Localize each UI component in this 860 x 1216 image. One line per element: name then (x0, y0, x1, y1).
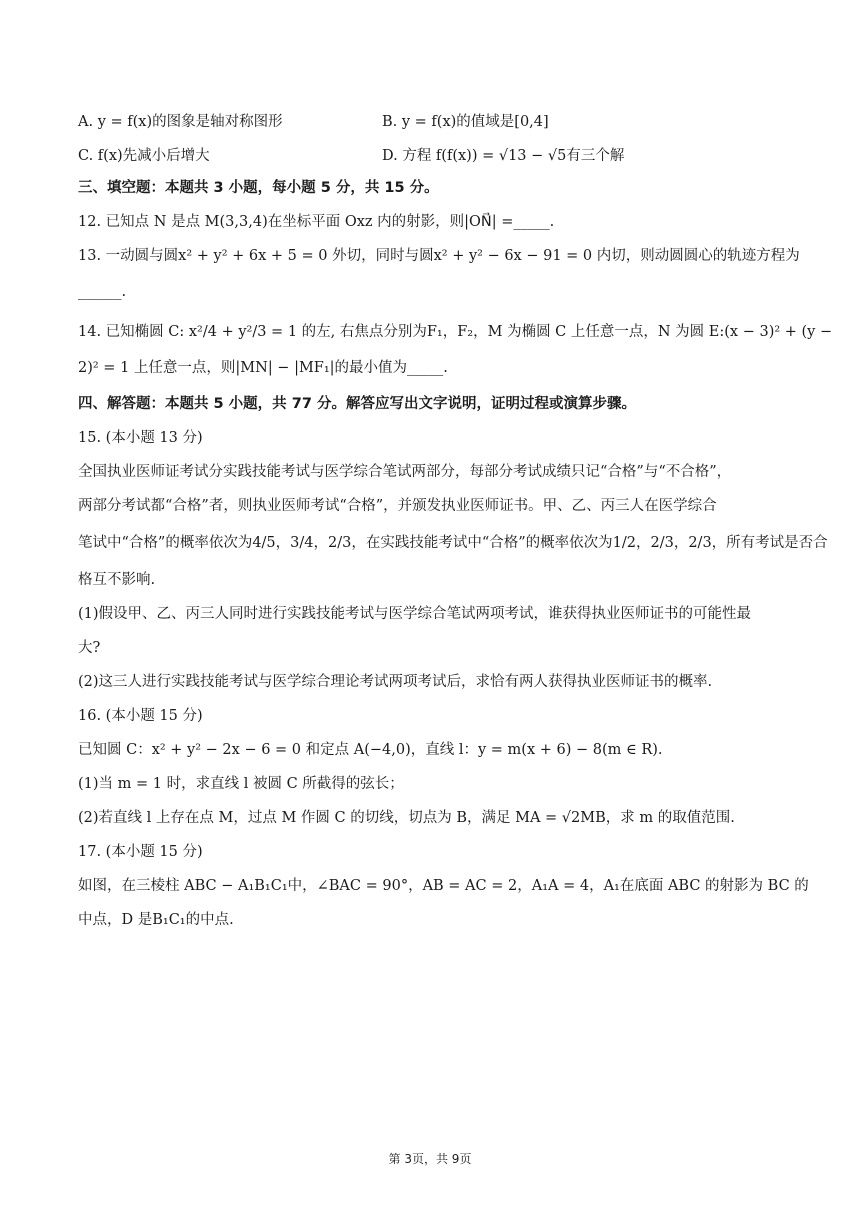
q11-option-a: A. y = f(x)的图象是轴对称图形 (78, 114, 283, 130)
q15-sub-1-line-1: (1)假设甲、乙、丙三人同时进行实践技能考试与医学综合笔试两项考试，谁获得执业医师证书的可能性最 (78, 606, 752, 622)
q16-para-1: 已知圆 C：x² + y² − 2x − 6 = 0 和定点 A(−4,0)，直线 l：y = m(x + 6) − 8(m ∈ R). (78, 742, 663, 758)
q13-line-2: ______. (78, 284, 127, 300)
q17-heading: 17. (本小题 15 分) (78, 844, 203, 860)
q14-line-1: 14. 已知椭圆 C: x²/4 + y²/3 = 1 的左, 右焦点分别为F₁，F₂，M 为椭圆 C 上任意一点，N 为圆 E:(x − 3)² + (y − (78, 324, 833, 340)
q15-heading: 15. (本小题 13 分) (78, 430, 203, 446)
q17-para-1: 如图，在三棱柱 ABC − A₁B₁C₁中，∠BAC = 90°，AB = AC = 2，A₁A = 4，A₁在底面 ABC 的射影为 BC 的 (78, 878, 809, 894)
q15-para-1: 全国执业医师证考试分实践技能考试与医学综合笔试两部分，每部分考试成绩只记“合格”与“不合格”， (78, 464, 732, 480)
q15-para-4: 格互不影响. (78, 572, 156, 588)
q16-heading: 16. (本小题 15 分) (78, 708, 203, 724)
q11-option-b: B. y = f(x)的值域是[0,4] (382, 114, 549, 130)
q14-line-2: 2)² = 1 上任意一点，则|MN| − |MF₁|的最小值为_____. (78, 360, 448, 376)
section-3-heading: 三、填空题：本题共 3 小题，每小题 5 分，共 15 分。 (78, 180, 439, 196)
q12-text: 12. 已知点 N 是点 M(3,3,4)在坐标平面 Oxz 内的射影，则|ON⃗| =_____. (78, 214, 555, 230)
q11-option-c: C. f(x)先减小后增大 (78, 148, 210, 164)
section-4-heading: 四、解答题：本题共 5 小题，共 77 分。解答应写出文字说明，证明过程或演算步骤。 (78, 396, 636, 412)
q16-sub-1: (1)当 m = 1 时，求直线 l 被圆 C 所截得的弦长； (78, 776, 404, 792)
q16-sub-2: (2)若直线 l 上存在点 M，过点 M 作圆 C 的切线，切点为 B，满足 MA = √2MB，求 m 的取值范围. (78, 810, 735, 826)
q15-para-3: 笔试中“合格”的概率依次为4/5，3/4，2/3，在实践技能考试中“合格”的概率依次为1/2，2/3，2/3，所有考试是否合 (78, 535, 828, 551)
q15-para-2: 两部分考试都“合格”者，则执业医师考试“合格”，并颁发执业医师证书。甲、乙、丙三人在医学综合 (78, 498, 717, 514)
q15-sub-1-line-2: 大? (78, 640, 101, 656)
q13-line-1: 13. 一动圆与圆x² + y² + 6x + 5 = 0 外切，同时与圆x² + y² − 6x − 91 = 0 内切，则动圆圆心的轨迹方程为 (78, 248, 800, 264)
q15-sub-2: (2)这三人进行实践技能考试与医学综合理论考试两项考试后，求恰有两人获得执业医师证书的概率. (78, 674, 713, 690)
page-footer: 第 3页，共 9页 (388, 1152, 472, 1166)
q11-option-d: D. 方程 f(f(x)) = √13 − √5有三个解 (382, 148, 625, 164)
q17-para-2: 中点，D 是B₁C₁的中点. (78, 912, 234, 928)
